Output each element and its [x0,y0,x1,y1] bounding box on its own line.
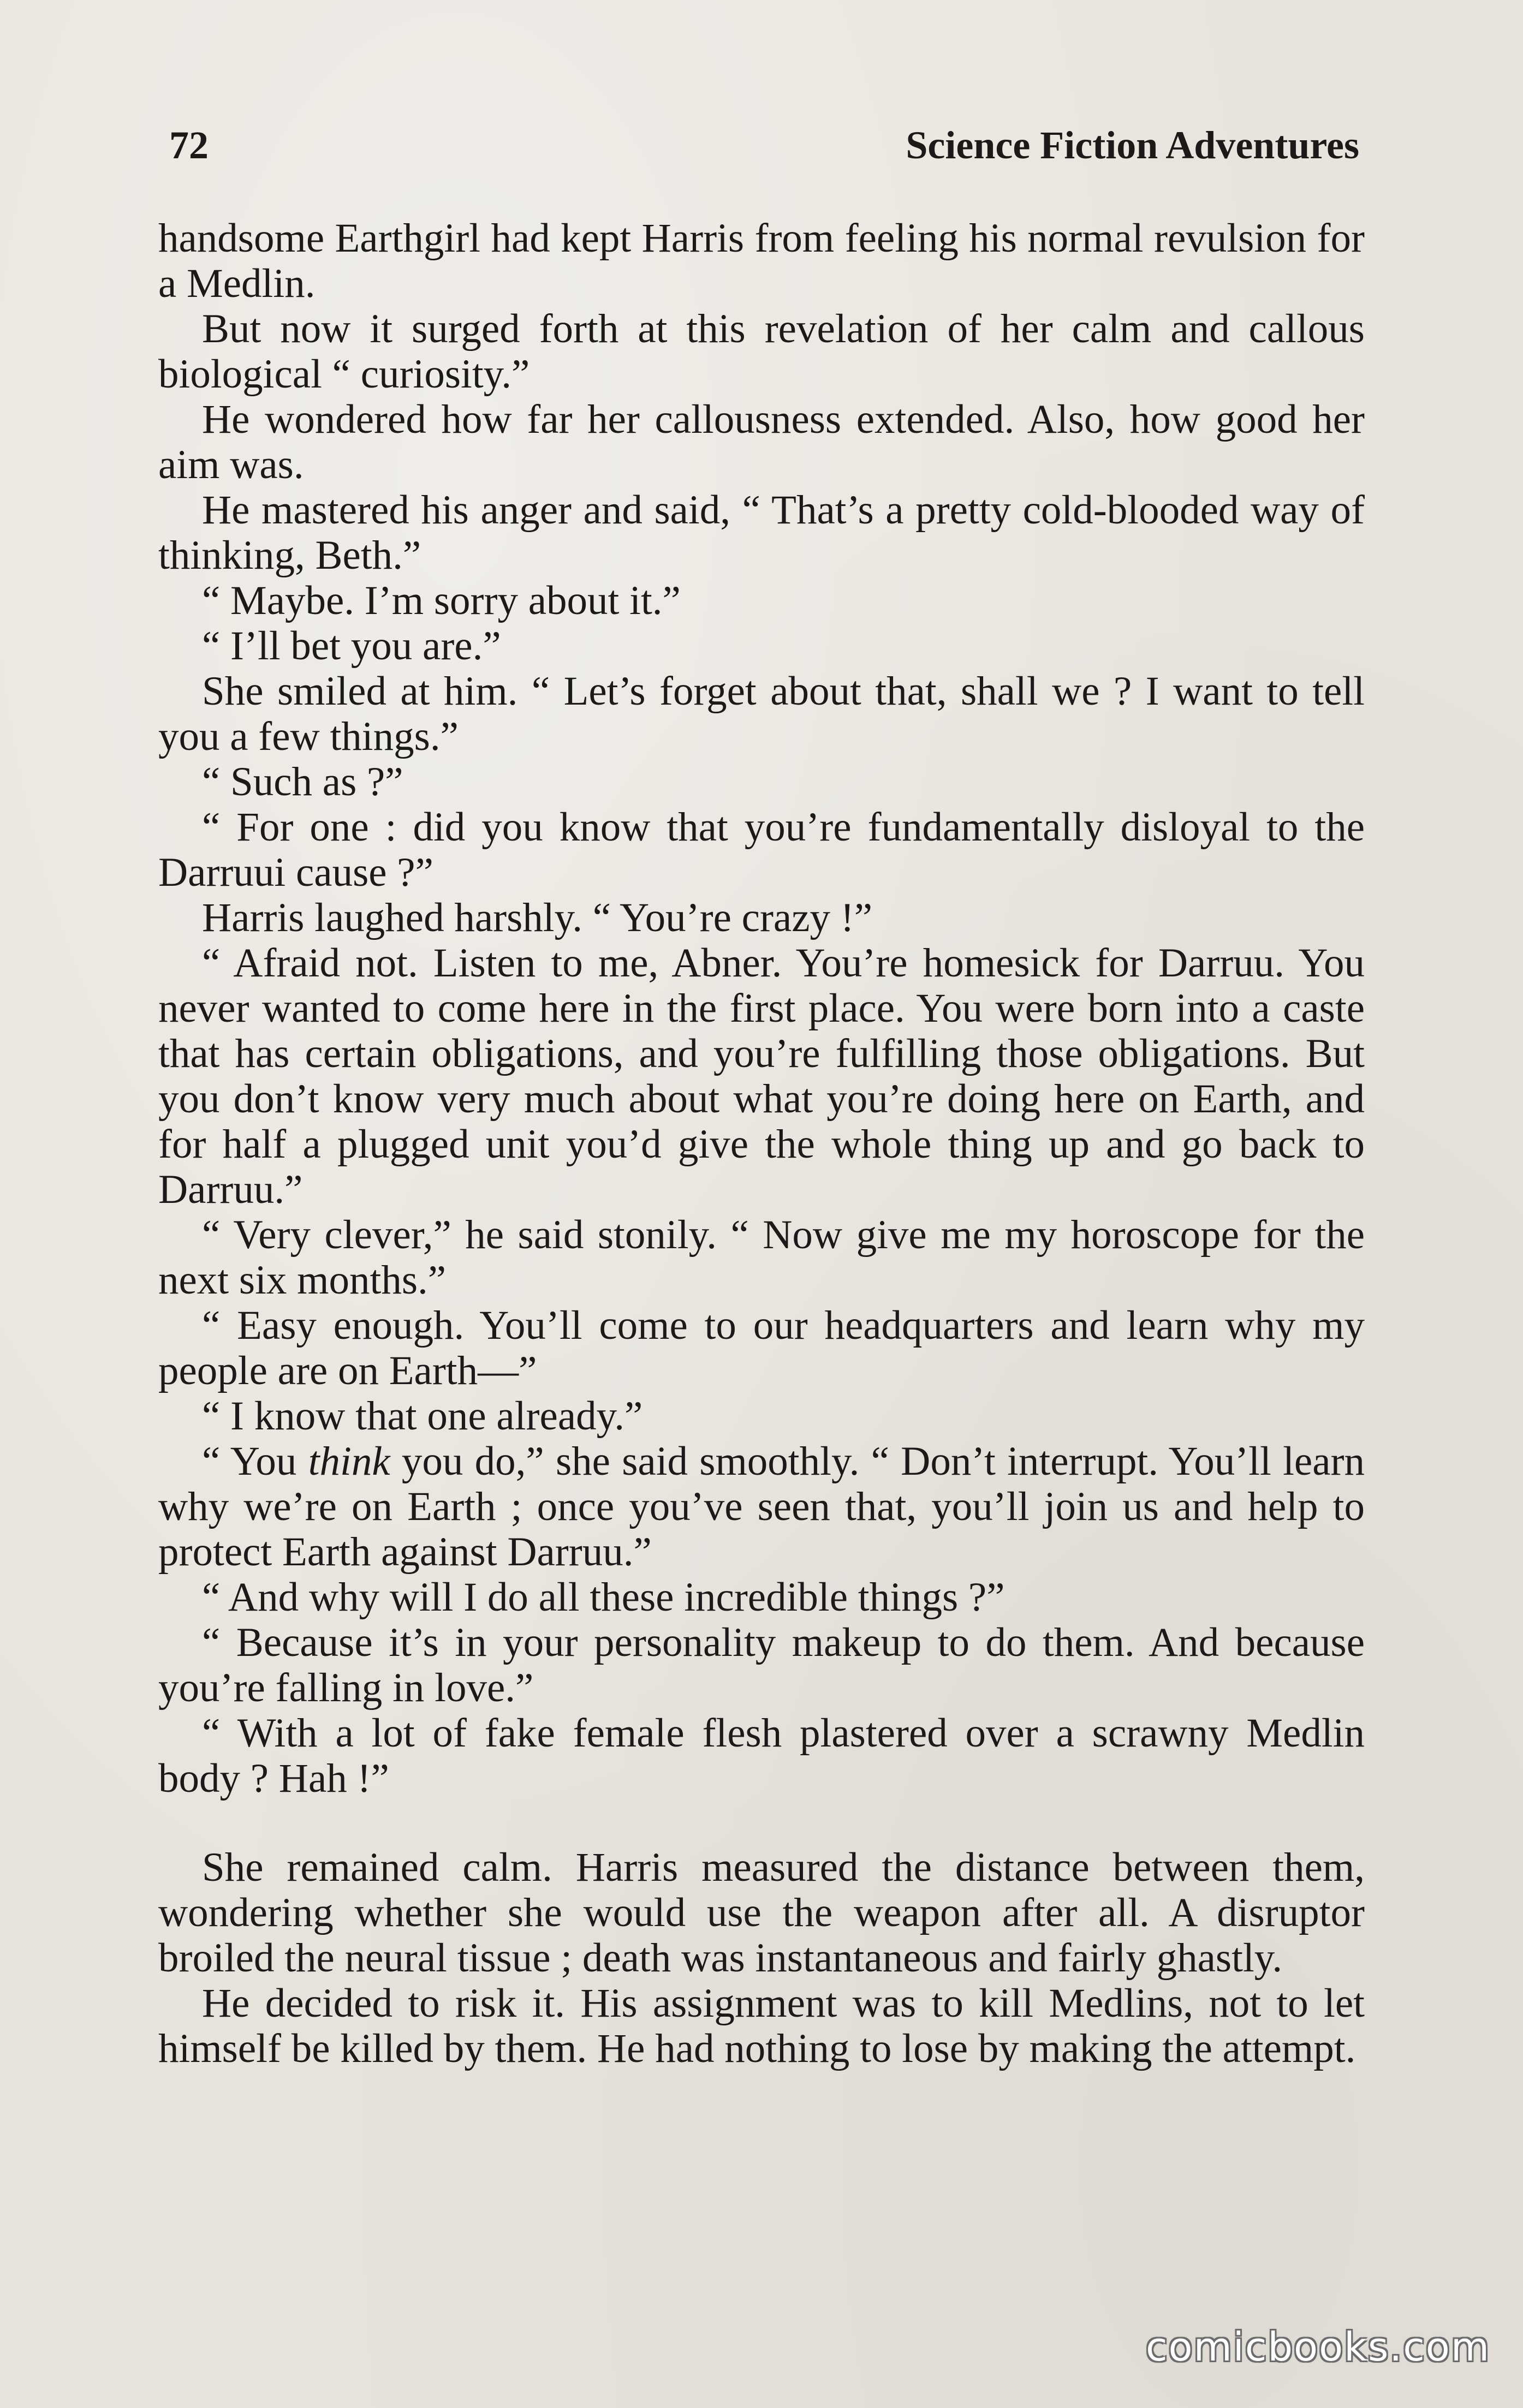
paragraph-15-after: you do,” she said smoothly. “ Don’t interrupt. You’ll learn why we’re on Earth ; once you’ve seen that, you’ll join us and help to protect Earth against Darruu.” [158,1439,1365,1575]
paragraph-14: “ I know that one already.” [202,1393,643,1439]
paragraph-2: But now it surged forth at this revelation of her calm and callous biological “ curiosity.” [158,306,1365,397]
paragraph-19: She remained calm. Harris measured the distance between them, wondering whether she would use the weapon after all. A disruptor broiled the neural tissue ; death was instantaneous and fairly ghastly. [158,1845,1365,1981]
paragraph-8: “ Such as ?” [202,759,403,804]
paragraph-6: “ I’ll bet you are.” [202,623,501,669]
paragraph-5: “ Maybe. I’m sorry about it.” [202,578,681,623]
paragraph-1: handsome Earthgirl had kept Harris from feeling his normal revulsion for a Medlin. [158,216,1365,306]
paragraph-15-before: “ You [202,1439,308,1484]
paragraph-18: “ With a lot of fake female flesh plastered over a scrawny Medlin body ? Hah !” [158,1710,1365,1801]
site-watermark: comicbooks.com [1145,2324,1490,2370]
paragraph-17: “ Because it’s in your personality makeup to do them. And because you’re falling in love.” [158,1620,1365,1710]
paragraph-15-emphasis: think [308,1439,390,1484]
paragraph-13: “ Easy enough. You’ll come to our headquarters and learn why my people are on Earth—” [158,1303,1365,1393]
paragraph-20: He decided to risk it. His assignment was to kill Medlins, not to let himself be killed by them. He had nothing to lose by making the attempt. [158,1981,1365,2071]
section-break [158,1801,1365,1845]
paragraph-3: He wondered how far her callousness extended. Also, how good her aim was. [158,397,1365,487]
paragraph-10: Harris laughed harshly. “ You’re crazy !” [202,895,873,940]
paragraph-15 [158,1439,1365,1575]
paragraph-12: “ Very clever,” he said stonily. “ Now give me my horoscope for the next six months.” [158,1212,1365,1303]
running-title: Science Fiction Adventures [906,123,1359,167]
paragraph-16: “ And why will I do all these incredible things ?” [202,1575,1005,1620]
body-text [158,216,1365,2071]
paragraph-11: “ Afraid not. Listen to me, Abner. You’re homesick for Darruu. You never wanted to come here in the first place. You were born into a caste that has certain obligations, and you’re fulfilling those obligations. But you don’t know very much about what you’re doing here on Earth, and for half a plugged unit you’d give the whole thing up and go back to Darruu.” [158,940,1365,1212]
page-number: 72 [169,123,209,167]
paragraph-9: “ For one : did you know that you’re fundamentally disloyal to the Darruui cause ?” [158,804,1365,895]
paragraph-7: She smiled at him. “ Let’s forget about that, shall we ? I want to tell you a few things.” [158,669,1365,759]
page-header [169,123,1359,177]
paragraph-4: He mastered his anger and said, “ That’s a pretty cold-blooded way of thinking, Beth.” [158,487,1365,578]
